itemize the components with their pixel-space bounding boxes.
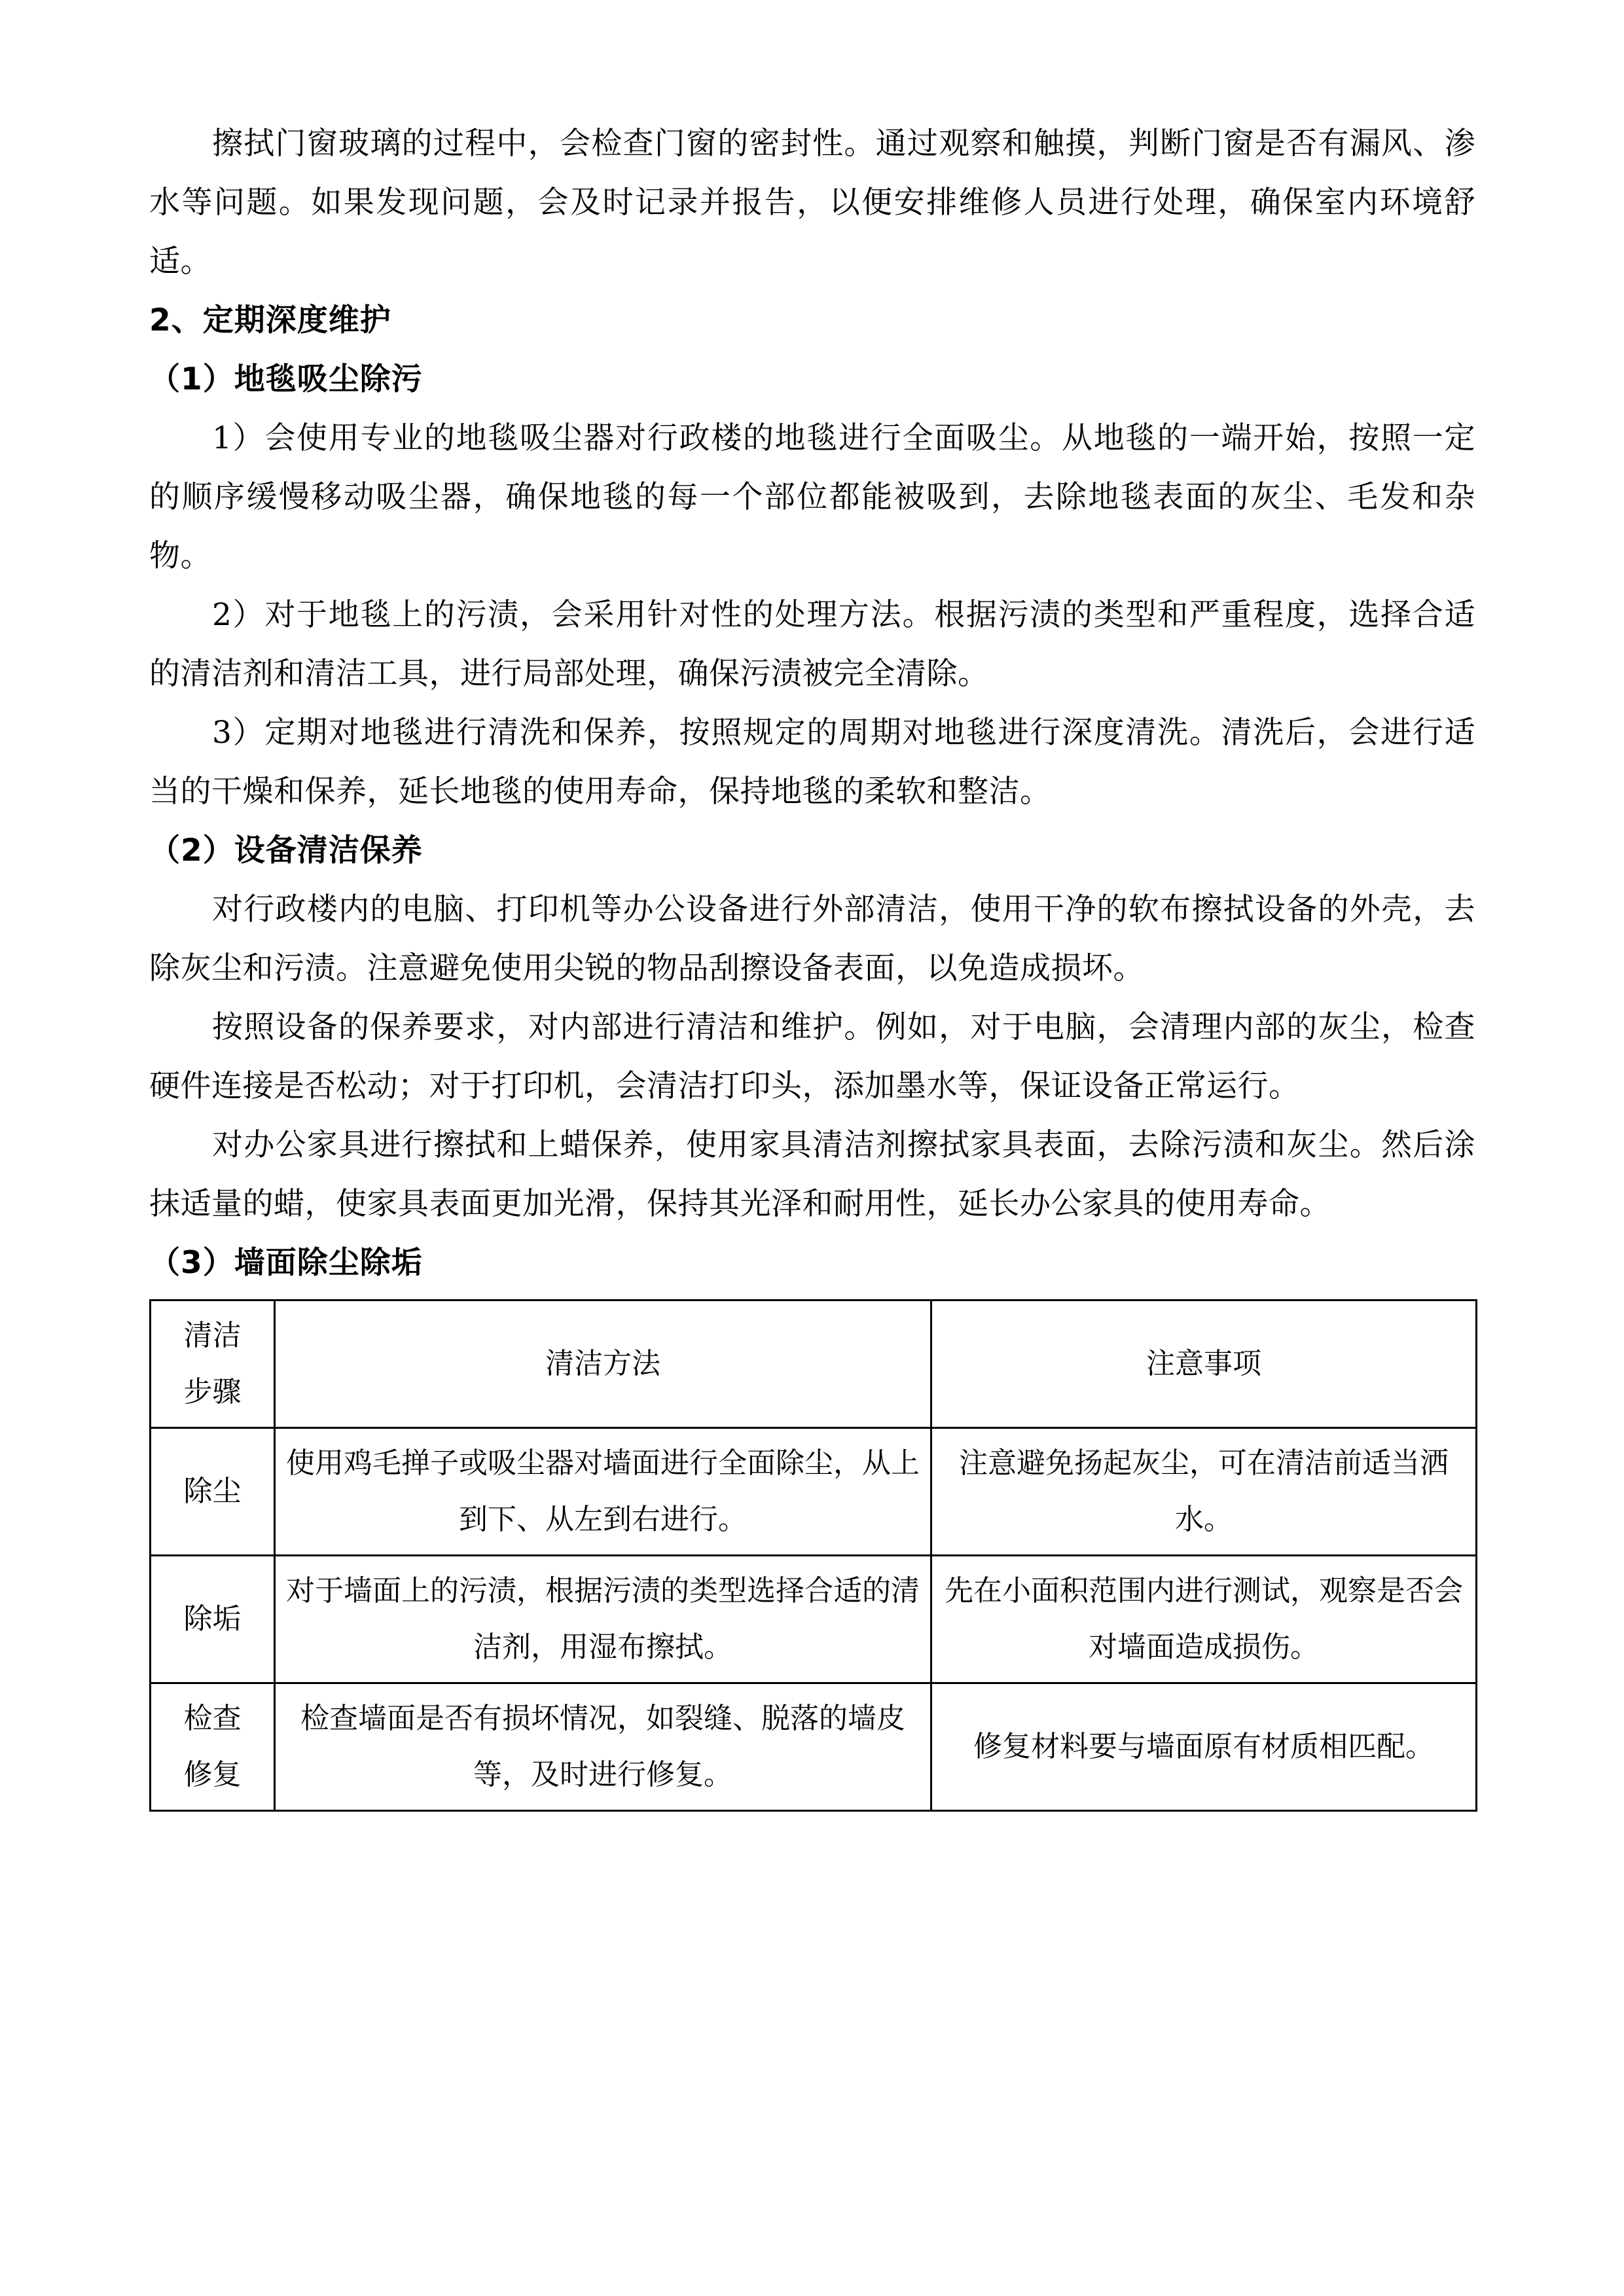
wall-cleaning-table-wrapper bbox=[149, 1299, 1475, 1812]
document-content bbox=[149, 115, 1475, 1812]
paragraph-intro: 擦拭门窗玻璃的过程中，会检查门窗的密封性。通过观察和触摸，判断门窗是否有漏风、渗水等问题。如果发现问题，会及时记录并报告，以便安排维修人员进行处理，确保室内环境舒适。 bbox=[149, 126, 1475, 279]
section-heading-2: 2、定期深度维护 bbox=[149, 302, 391, 338]
list-item-1: 1）会使用专业的地毯吸尘器对行政楼的地毯进行全面吸尘。从地毯的一端开始，按照一定的顺序缓慢移动吸尘器，确保地毯的每一个部位都能被吸到，去除地毯表面的灰尘、毛发和杂物。 bbox=[149, 420, 1475, 574]
table-cell-method: 使用鸡毛掸子或吸尘器对墙面进行全面除尘，从上到下、从左到右进行。 bbox=[275, 1428, 931, 1556]
table-header-step bbox=[151, 1300, 275, 1428]
table-cell-notes: 注意避免扬起灰尘，可在清洁前适当洒水。 bbox=[931, 1428, 1477, 1556]
table-cell-notes: 修复材料要与墙面原有材质相匹配。 bbox=[931, 1683, 1477, 1811]
table-cell-method: 检查墙面是否有损坏情况，如裂缝、脱落的墙皮等，及时进行修复。 bbox=[275, 1683, 931, 1811]
table-cell-step bbox=[151, 1683, 275, 1811]
paragraph-equipment-1: 对行政楼内的电脑、打印机等办公设备进行外部清洁，使用干净的软布擦拭设备的外壳，去除灰尘和污渍。注意避免使用尖锐的物品刮擦设备表面，以免造成损坏。 bbox=[149, 891, 1475, 986]
table-cell-step-line2: 修复 bbox=[183, 1758, 242, 1791]
table-header-step-line2: 步骤 bbox=[183, 1375, 242, 1408]
table-row bbox=[151, 1428, 1477, 1556]
table-cell-method: 对于墙面上的污渍，根据污渍的类型选择合适的清洁剂，用湿布擦拭。 bbox=[275, 1556, 931, 1683]
list-item-2: 2）对于地毯上的污渍，会采用针对性的处理方法。根据污渍的类型和严重程度，选择合适的清洁剂和清洁工具，进行局部处理，确保污渍被完全清除。 bbox=[149, 597, 1475, 692]
table-header-notes: 注意事项 bbox=[931, 1300, 1477, 1428]
paragraph-equipment-2: 按照设备的保养要求，对内部进行清洁和维护。例如，对于电脑，会清理内部的灰尘，检查硬件连接是否松动；对于打印机，会清洁打印头，添加墨水等，保证设备正常运行。 bbox=[149, 1009, 1475, 1104]
wall-cleaning-table bbox=[149, 1299, 1477, 1812]
table-row bbox=[151, 1683, 1477, 1811]
table-row bbox=[151, 1556, 1477, 1683]
subsection-heading-1: （1）地毯吸尘除污 bbox=[149, 361, 423, 397]
table-cell-step-line1: 检查 bbox=[183, 1702, 242, 1735]
table-header-row bbox=[151, 1300, 1477, 1428]
table-cell-step: 除垢 bbox=[151, 1556, 275, 1683]
list-item-3: 3）定期对地毯进行清洗和保养，按照规定的周期对地毯进行深度清洗。清洗后，会进行适当的干燥和保养，延长地毯的使用寿命，保持地毯的柔软和整洁。 bbox=[149, 715, 1475, 810]
table-cell-notes: 先在小面积范围内进行测试，观察是否会对墙面造成损伤。 bbox=[931, 1556, 1477, 1683]
table-header-step-line1: 清洁 bbox=[183, 1319, 242, 1352]
subsection-heading-3: （3）墙面除尘除垢 bbox=[149, 1245, 423, 1281]
table-header-method: 清洁方法 bbox=[275, 1300, 931, 1428]
table-cell-step: 除尘 bbox=[151, 1428, 275, 1556]
paragraph-equipment-3: 对办公家具进行擦拭和上蜡保养，使用家具清洁剂擦拭家具表面，去除污渍和灰尘。然后涂抹适量的蜡，使家具表面更加光滑，保持其光泽和耐用性，延长办公家具的使用寿命。 bbox=[149, 1127, 1475, 1222]
subsection-heading-2: （2）设备清洁保养 bbox=[149, 833, 423, 869]
